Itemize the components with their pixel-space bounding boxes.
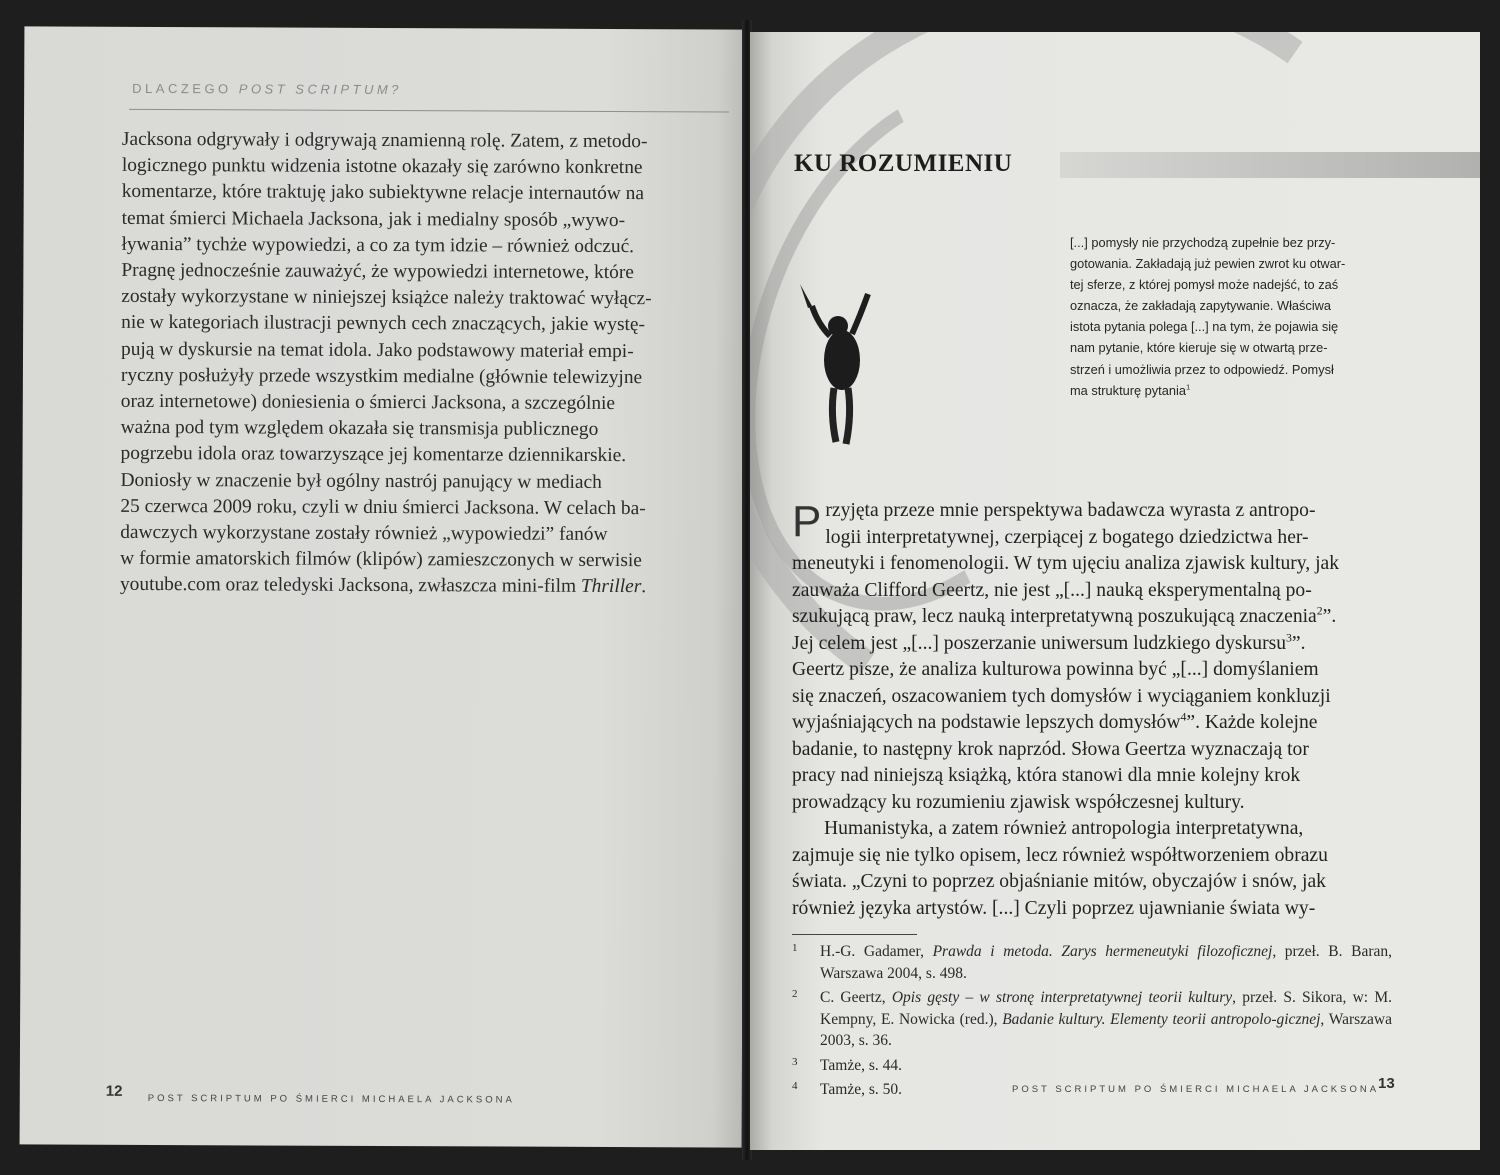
text-line: komentarze, które traktuję jako subiektywne relacje internautów na [121,181,645,205]
text-line: prowadzący ku rozumieniu zjawisk współczesnej kultury. [792,791,1245,813]
epigraph-line: istota pytania polega [...] na tym, że pojawia się [1070,319,1339,335]
text-line: Pragnę jednocześnie zauważyć, że wypowiedzi internetowe, które [121,259,634,284]
text-line: Geertz pisze, że analiza kulturowa powinna być „[...] domyślaniem [792,659,1319,680]
title-highlight-bar [1060,152,1480,178]
footnote-text: C. Geertz, Opis gęsty – w stronę interpretatywnej teorii kultury, przeł. S. Sikora, w: M. Kempny, E. Nowicka (red.), Badanie kultury. Elementy teorii antropolo-gicznej, Warszawa 2003, s. 36. [820,989,1393,1049]
text-line: Doniosły w znaczenie był ogólny nastrój panujący w mediach [120,469,602,493]
text-line: zajmuje się nie tylko opisem, lecz również współtworzeniem obrazu [792,844,1328,866]
text-line: logicznego punktu widzenia istotne okazały się zarówno konkretne [121,155,643,179]
paragraph-1: Przyjęta przeze mnie perspektywa badawcza wyrasta z antropo- logii interpretatywnej, czerpiącej z bogatego dziedzictwa her- meneutyki i fenomenologii. W tym ujęciu analiza zjawisk kultury, jak zauważa Clifford Geertz, nie jest „[...] nauką eksperymentalną po- szukującą praw, lecz nauką interpretatywną poszukującą znaczenia$^2$”. Jej celem jest „[...] poszerzanie uniwersum ludzkiego dyskursu$^3$”. Geertz pisze, że analiza kulturowa powinna być „[...] domyślaniem się znaczeń, oszacowaniem tych domysłów i wyciąganiem konkluzji wyjaśniających na podstawie lepszych domysłów$^4$”. Każde kolejne badanie, to następny krok naprzód. Słowa Geertza wyznaczają tor pracy nad niniejszą książką, która stanowi dla mnie kolejny krok prowadzący ku rozumieniu zjawisk współczesnej kultury. [792,497,1340,813]
drop-cap: P [792,497,822,546]
text-line: pogrzebu idola oraz towarzyszące jej komentarze dziennikarskie. [120,443,627,467]
footnote-rule [792,934,917,935]
text-line: nie w kategoriach ilustracji pewnych cech znaczących, jakie wystę- [121,312,646,336]
text-line: 25 czerwca 2009 roku, czyli w dniu śmierci Jacksona. W celach ba- [120,495,646,519]
footnote-ref-3: 3 [1286,630,1292,644]
epigraph-line: strzeń i umożliwia przez to odpowiedź. Pomysł [1070,361,1334,377]
footnote-text: H.-G. Gadamer, Prawda i metoda. Zarys hermeneutyki filozoficznej, przeł. B. Baran, Warszawa 2004, s. 498. [820,943,1392,982]
text-line: Humanistyka, a zatem również antropologia interpretatywna, [824,818,1304,839]
epigraph-line: tej sferze, z której pomysł może nadejść, to zaś [1070,277,1339,293]
left-body-text [120,127,728,601]
text-line: ważna pod tym względem okazała się transmisja publicznego [120,417,599,441]
footnote [792,941,1392,984]
epigraph-line: gotowania. Zakładają już pewien zwrot ku otwar- [1070,256,1346,272]
paragraph-2 [792,816,1392,922]
chapter-title: KU ROZUMIENIU [794,150,1013,177]
epigraph-quote [1070,232,1394,401]
running-head [132,81,402,97]
text-line: badanie, to następny krok naprzód. Słowa Geertza wyznaczają tor [792,738,1309,760]
epigraph-line: oznacza, że zakładają zapytywanie. Właściwa [1070,298,1332,314]
text-line: Jacksona odgrywały i odgrywają znamienną rolę. Zatem, z metodo- [121,128,648,153]
text-line: oraz internetowe) doniesienia o śmierci Jacksona, a szczególnie [120,390,616,415]
footnote [792,1055,1392,1077]
thriller-title: Thriller [580,576,642,598]
footnotes [792,941,1392,1104]
text-line: również języka artystów. [...] Czyli poprzez ujawnianie świata wy- [792,897,1316,919]
footnote-number: 3 [792,1055,798,1068]
epigraph-line: nam pytanie, które kieruje się w otwartą prze- [1070,340,1328,356]
footnote-ref-2: 2 [1316,604,1323,618]
footer-book-title-right: POST SCRIPTUM PO ŚMIERCI MICHAELA JACKSONA [1012,1084,1380,1095]
text-line: ryczny posłużyły przede wszystkim medialne (głównie telewizyjne [120,364,643,388]
text-line: się znaczeń, oszacowaniem tych domysłów i wyciąganiem konkluzji [792,685,1331,707]
footnote-text: Tamże, s. 50. [820,1081,902,1098]
footer-book-title-left: POST SCRIPTUM PO ŚMIERCI MICHAELA JACKSONA [147,1092,515,1106]
running-head-prefix: DLACZEGO [132,80,239,97]
text-line: meneutyki i fenomenologii. W tym ujęciu analiza zjawisk kultury, jak [792,553,1340,574]
text-line: pracy nad niniejszą książką, która stanowi dla mnie kolejny krok [792,765,1301,786]
text-line: dawczych wykorzystane zostały również „wypowiedzi” fanów [120,521,608,546]
page-number-left: 12 [105,1082,123,1100]
left-page [20,26,747,1147]
footnote-text: Tamże, s. 44. [820,1056,902,1074]
epigraph-line: [...] pomysły nie przychodzą zupełnie bez przy- [1070,235,1336,250]
right-page [750,32,1480,1150]
running-head-rule [129,109,729,113]
footnote-number: 1 [792,942,798,954]
footnote-ref-4: 4 [1180,710,1187,724]
footnote-number: 4 [792,1080,798,1092]
running-head-italic: POST SCRIPTUM? [238,81,402,98]
diver-silhouette-icon [790,264,900,454]
left-last-line: youtube.com oraz teledyski Jacksona, zwłaszcza mini-film Thriller. [119,574,647,598]
text-line: zostały wykorzystane w niniejszej książce należy traktować wyłącz- [121,286,652,310]
right-body-text [792,498,1392,922]
text-line: zauważa Clifford Geertz, nie jest „[...] nauką eksperymentalną po- [792,579,1312,601]
epigraph-last-line: ma strukturę pytania$^1$ [1070,382,1191,398]
footnote-ref-1: 1 [1185,382,1191,392]
text-line: temat śmierci Michaela Jacksona, jak i medialny sposób „wywo- [121,207,626,231]
page-number-right: 13 [1378,1075,1395,1092]
footnote-number: 2 [792,988,798,1000]
text-line: w formie amatorskich filmów (klipów) zamieszczonych w serwisie [120,548,642,572]
text-line: świata. „Czyni to poprzez objaśnianie mitów, obyczajów i snów, jak [792,871,1326,892]
text-line: pują w dyskursie na temat idola. Jako podstawowy materiał empi- [120,338,634,362]
footnote [792,987,1392,1052]
text-line: ływania” tychże wypowiedzi, a co za tym idzie – również odczuć. [121,233,635,257]
